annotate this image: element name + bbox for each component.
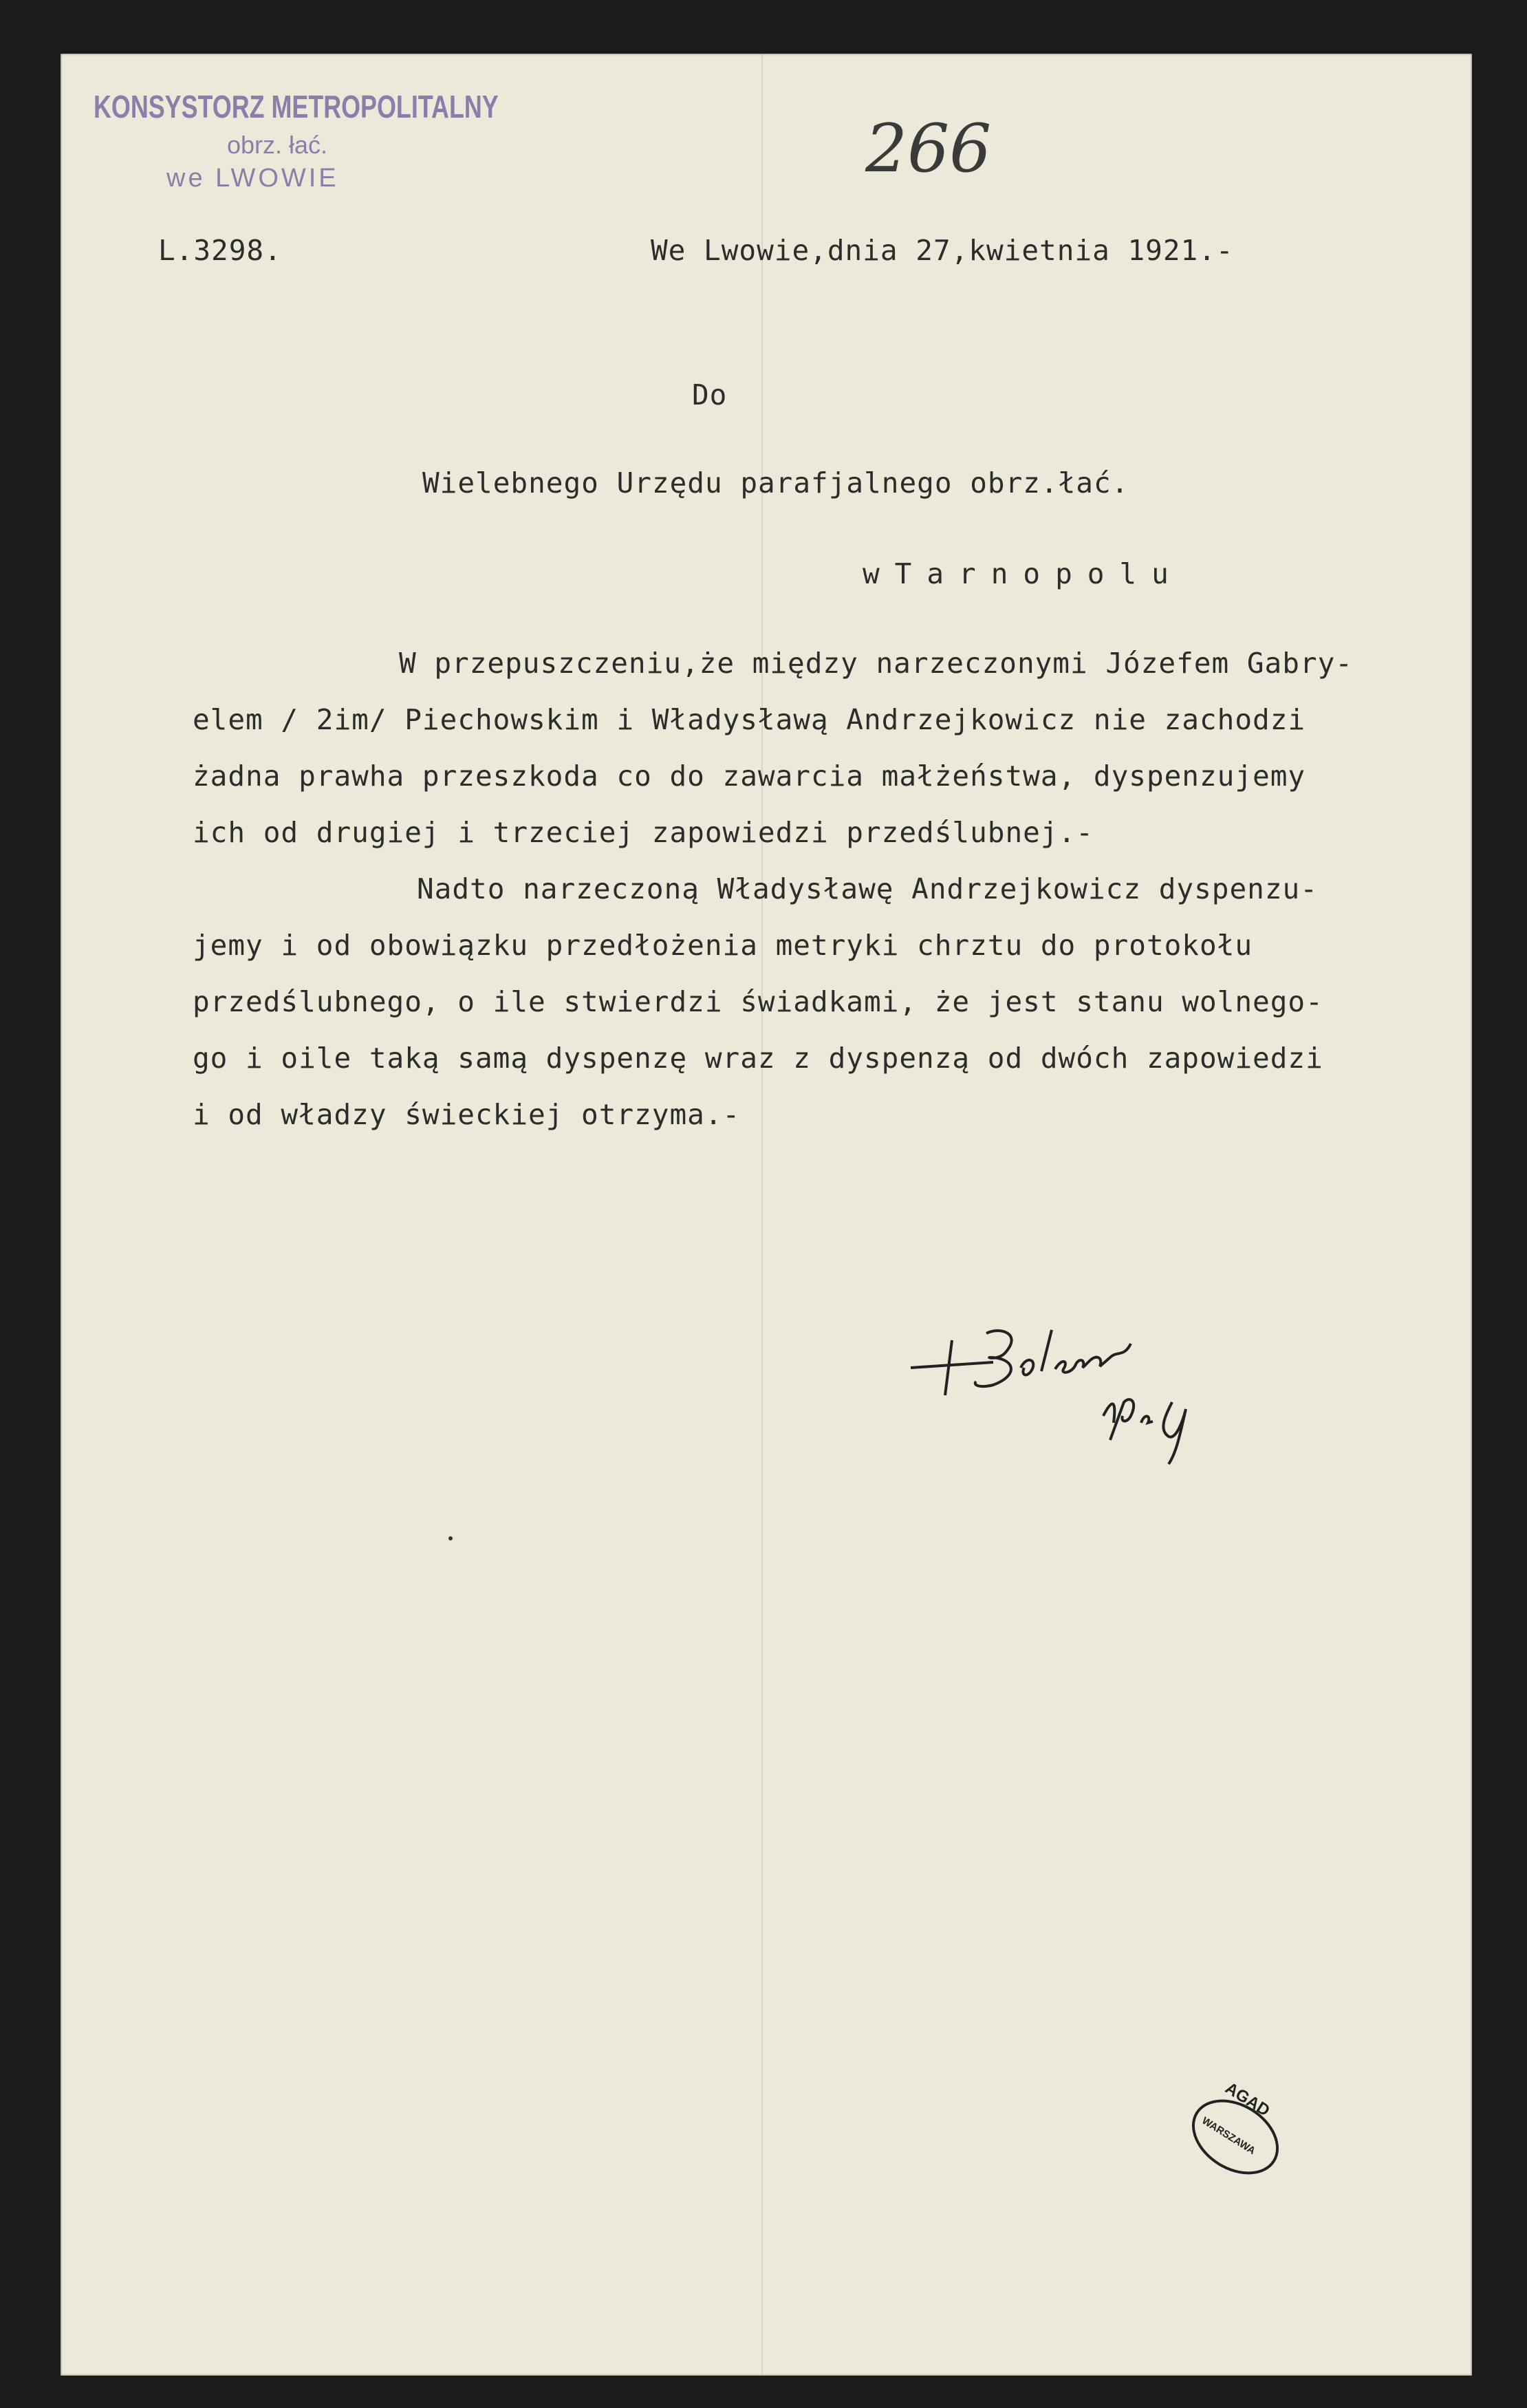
body-line: przedślubnego, o ile stwierdzi świadkami, że jest stanu wolnego-	[193, 985, 1323, 1018]
date-line: We Lwowie,dnia 27,kwietnia 1921.-	[651, 234, 1234, 267]
handwritten-signature	[904, 1320, 1193, 1526]
body-line: elem / 2im/ Piechowskim i Władysławą Andrzejkowicz nie zachodzi	[193, 703, 1306, 736]
reference-number: L.3298.	[158, 234, 282, 267]
addressee-office: Wielebnego Urzędu parafjalnego obrz.łać.	[422, 466, 1129, 499]
body-line: żadna prawha przeszkoda co do zawarcia małżeństwa, dyspenzujemy	[193, 760, 1306, 793]
consistory-stamp-line-3: we LWOWIE	[166, 164, 339, 193]
consistory-stamp-line-1: KONSYSTORZ METROPOLITALNY	[94, 89, 499, 125]
body-line: ich od drugiej i trzeciej zapowiedzi przedślubnej.-	[193, 816, 1094, 849]
document-page	[61, 54, 1472, 2376]
archive-stamp-name: AGAD	[1222, 2078, 1273, 2120]
body-line: Nadto narzeczoną Władysławę Andrzejkowicz dyspenzu-	[417, 872, 1318, 905]
body-line: go i oile taką samą dyspenzę wraz z dyspenzą od dwóch zapowiedzi	[193, 1042, 1323, 1075]
body-line: W przepuszczeniu,że między narzeczonymi Józefem Gabry-	[399, 647, 1353, 680]
addressee-place: wTarnopolu	[863, 557, 1184, 590]
addressee-to: Do	[692, 378, 728, 411]
fold-line	[761, 54, 763, 2376]
folio-number: 266	[865, 110, 992, 187]
consistory-stamp-line-2: obrz. łać.	[227, 131, 328, 159]
body-line: i od władzy świeckiej otrzyma.-	[193, 1098, 741, 1131]
ink-dot	[448, 1536, 453, 1540]
archive-stamp-city: WARSZAWA	[1200, 2114, 1258, 2158]
body-line: jemy i od obowiązku przedłożenia metryki chrztu do protokołu	[193, 929, 1253, 962]
archive-stamp	[1175, 2076, 1299, 2193]
